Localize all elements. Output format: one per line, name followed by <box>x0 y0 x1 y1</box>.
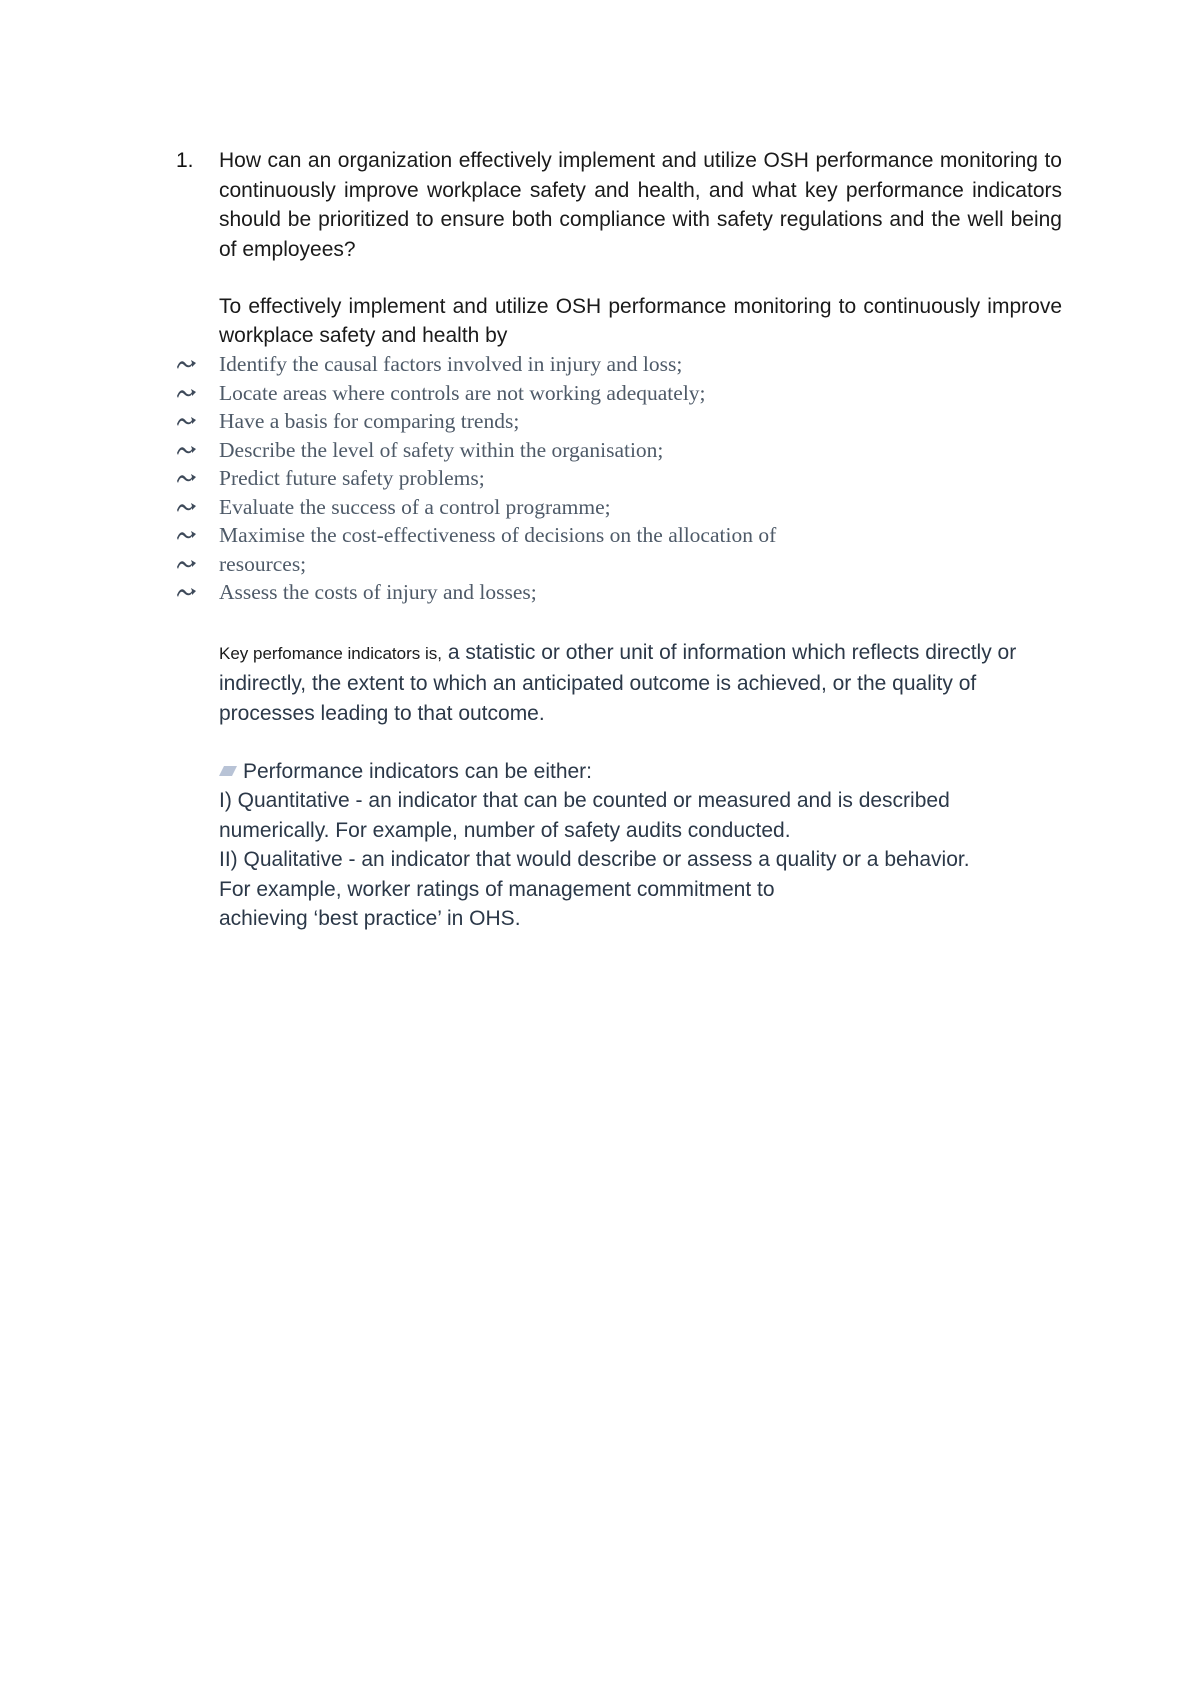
wavy-arrow-bullet-icon <box>176 558 196 571</box>
bullet-item <box>176 550 1062 579</box>
bullet-text: Evaluate the success of a control programme; <box>219 494 611 519</box>
bullet-item <box>176 379 1062 408</box>
bullet-text: Describe the level of safety within the organisation; <box>219 437 664 462</box>
bullet-item <box>176 578 1062 607</box>
bullet-text: resources; <box>219 551 307 576</box>
pi-line: For example, worker ratings of management commitment to <box>219 877 775 901</box>
wavy-arrow-bullet-icon <box>176 529 196 542</box>
bullet-item <box>176 436 1062 465</box>
wavy-arrow-bullet-icon <box>176 586 196 599</box>
wavy-arrow-bullet-icon <box>176 444 196 457</box>
bullet-text: Identify the causal factors involved in injury and loss; <box>219 352 683 376</box>
kpi-text: a statistic or other unit of information which reflects directly or indirectly, the extent to which an anticipated outcome is achieved, or the quality of processes leading to that outcome. <box>219 640 1017 725</box>
bullet-text: Assess the costs of injury and losses; <box>219 580 537 604</box>
pi-line: numerically. For example, number of safety audits conducted. <box>219 818 791 842</box>
pi-line: II) Qualitative - an indicator that would describe or assess a quality or a behavior. <box>219 848 970 871</box>
bullet-item <box>176 521 1062 550</box>
question-text: How can an organization effectively implement and utilize OSH performance monitoring to continuously improve workplace safety and health, and what key performance indicators should be prioritized to ensure both compliance with safety regulations and the well being of employees? <box>219 149 1062 261</box>
parallelogram-bullet-icon <box>219 766 237 776</box>
bullet-text: Have a basis for comparing trends; <box>219 409 520 433</box>
bullet-item <box>176 464 1062 493</box>
wavy-arrow-bullet-icon <box>176 358 196 371</box>
bullet-list <box>176 350 1062 607</box>
bullet-text: Locate areas where controls are not working adequately; <box>219 380 706 405</box>
bullet-text: Predict future safety problems; <box>219 466 485 490</box>
document-content <box>176 146 1062 934</box>
pi-heading-line <box>219 757 1062 787</box>
wavy-arrow-bullet-icon <box>176 501 196 514</box>
wavy-arrow-bullet-icon <box>176 387 196 400</box>
answer-intro: To effectively implement and utilize OSH performance monitoring to continuously improve workplace safety and health by <box>219 295 1062 347</box>
question-number: 1. <box>176 149 194 172</box>
kpi-definition <box>176 638 1062 729</box>
question-item <box>176 146 1062 264</box>
bullet-text: Maximise the cost-effectiveness of decisions on the allocation of <box>219 523 777 547</box>
bullet-item <box>176 350 1062 379</box>
wavy-arrow-bullet-icon <box>176 415 196 428</box>
pi-line: I) Quantitative - an indicator that can be counted or measured and is described <box>219 789 950 812</box>
bullet-item <box>176 407 1062 436</box>
kpi-lead: Key perfomance indicators is, <box>219 643 442 663</box>
wavy-arrow-bullet-icon <box>176 472 196 485</box>
pi-heading: Performance indicators can be either: <box>243 759 593 783</box>
pi-line: achieving ‘best practice’ in OHS. <box>219 907 521 930</box>
bullet-item <box>176 493 1062 522</box>
performance-indicators <box>176 757 1062 934</box>
pi-lines <box>219 786 1062 934</box>
